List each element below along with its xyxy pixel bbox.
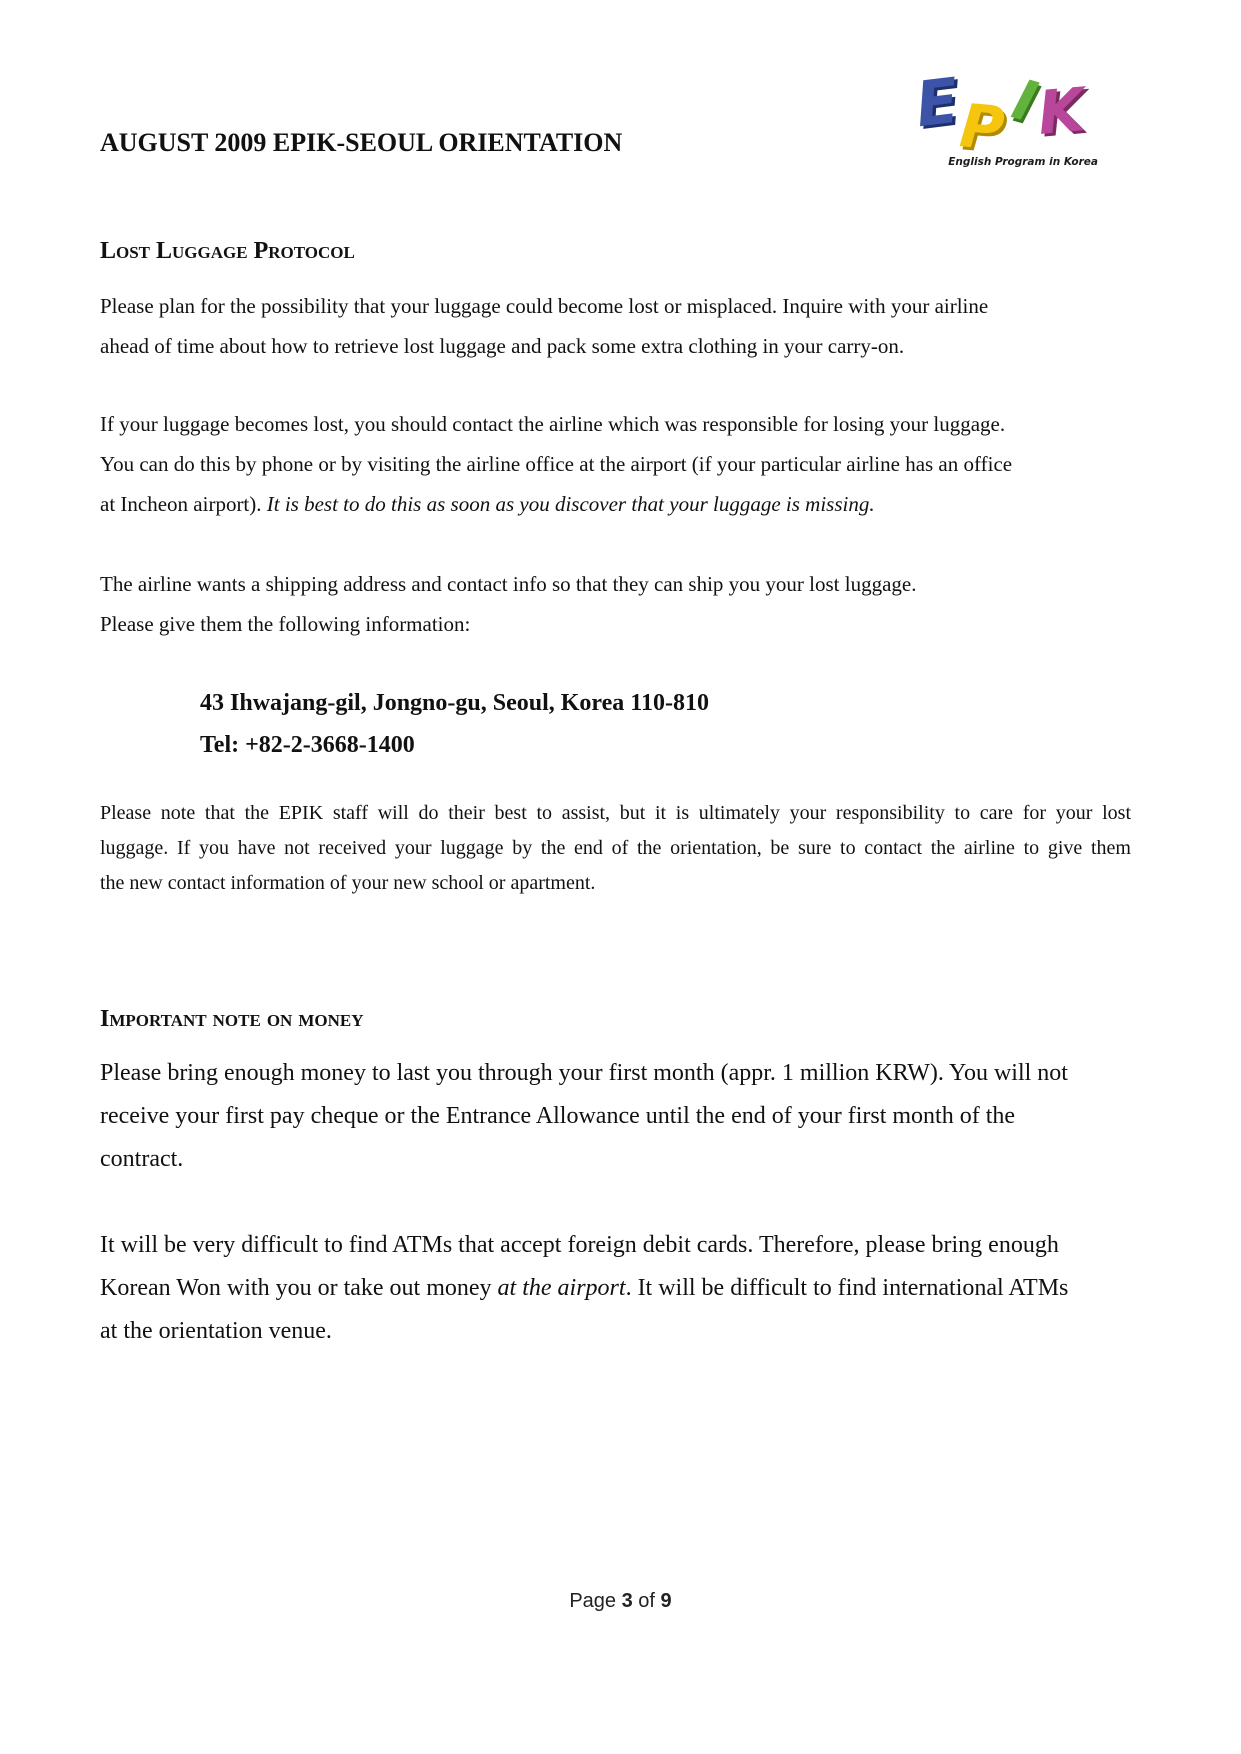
text-line: Please note that the EPIK staff will do their best to assist, but it is ultimately your responsibility to care for your lost <box>100 802 1131 824</box>
text-line: If your luggage becomes lost, you should contact the airline which was responsible for losing your luggage. <box>100 412 1006 436</box>
text-line: The airline wants a shipping address and contact info so that they can ship you your lost luggage. <box>100 572 917 596</box>
text-line: You can do this by phone or by visiting the airline office at the airport (if your particular airline has an office <box>100 452 1013 476</box>
italic-text-segment: at the airport <box>497 1275 626 1301</box>
logo-letter-k: K <box>1035 75 1088 149</box>
text-line: Please plan for the possibility that your luggage could become lost or misplaced. Inquire with your airline <box>100 294 989 318</box>
text-line <box>100 1267 1131 1310</box>
text-line: Please give them the following information: <box>100 612 471 636</box>
text-segment: at Incheon airport). <box>100 492 267 516</box>
logo-letter-p: P <box>957 91 1007 165</box>
document-title: AUGUST 2009 EPIK-SEOUL ORIENTATION <box>100 128 623 157</box>
text-line: It will be very difficult to find ATMs that accept foreign debit cards. Therefore, please bring enough <box>100 1232 1059 1258</box>
footer-page-number: 3 <box>621 1590 633 1612</box>
footer-page-label: Page <box>569 1590 622 1612</box>
text-line: the new contact information of your new school or apartment. <box>100 872 596 894</box>
paragraph-contact-airline <box>100 404 1131 524</box>
text-line <box>100 484 1131 524</box>
text-line: receive your first pay cheque or the Entrance Allowance until the end of your first month of the <box>100 1103 1016 1129</box>
text-line: contract. <box>100 1146 184 1172</box>
footer-page-total: 9 <box>660 1590 672 1612</box>
footer-of-label: of <box>632 1590 661 1612</box>
address-line: 43 Ihwajang-gil, Jongno-gu, Seoul, Korea 110-810 <box>200 690 709 716</box>
paragraph-plan-possibility <box>100 286 1131 366</box>
text-line: Please bring enough money to last you through your first month (appr. 1 million KRW). You will not <box>100 1060 1068 1086</box>
logo-letter-e: E <box>911 63 963 142</box>
logo-letter-i: I <box>1005 67 1044 136</box>
text-segment: Korean Won with you or take out money <box>100 1275 498 1301</box>
heading-important-note-on-money: Important note on money <box>100 1006 364 1032</box>
paragraph-atm-difficulty <box>100 1224 1131 1353</box>
epik-logo <box>898 63 1098 172</box>
text-line: at the orientation venue. <box>100 1318 332 1344</box>
paragraph-epik-staff-note <box>100 796 1131 901</box>
paragraph-bring-enough-money <box>100 1052 1131 1181</box>
address-block <box>200 682 1100 766</box>
text-segment: . It will be difficult to find international ATMs <box>625 1275 1069 1301</box>
paragraph-shipping-address <box>100 564 1131 644</box>
phone-line: Tel: +82-2-3668-1400 <box>200 732 415 758</box>
text-line: luggage. If you have not received your luggage by the end of the orientation, be sure to contact the airline to give them <box>100 837 1131 859</box>
text-line: ahead of time about how to retrieve lost luggage and pack some extra clothing in your carry-on. <box>100 334 905 358</box>
page-footer <box>0 1590 1241 1613</box>
italic-text-segment: It is best to do this as soon as you discover that your luggage is missing. <box>266 492 875 516</box>
logo-tagline: English Program in Korea <box>948 156 1098 168</box>
heading-lost-luggage-protocol: Lost Luggage Protocol <box>100 238 355 264</box>
